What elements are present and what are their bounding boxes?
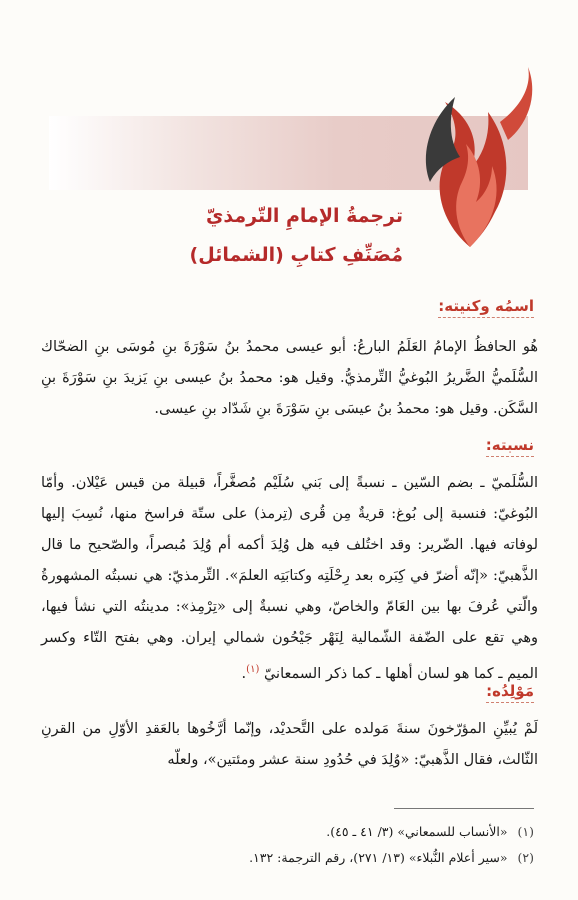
section-birth-text: لَمْ يُبيِّنِ المؤرّخونَ سنةَ مَولده على التَّحديْد، وإنّما أرَّخُوها بالعَقدِ الأوّلِ من القرنِ الثّالث، فقال الذَّهبيّ: «وُلِدَ في حُدُودِ سنة عشر ومئتين»، ولعلّه <box>41 721 538 768</box>
footnote-number: (١) <box>517 824 534 839</box>
section-name-text: هُو الحافظُ الإمامُ العَلَمُ البارعُ: أبو عيسى محمدُ بنُ سَوْرَةَ بنِ مُوسَى بنِ الضحّاك السُّلَميُّ الضَّريرُ البُوغيُّ التِّرمذيُّ. وقيل هو: محمدُ بنُ عيسى بنِ يَزيدَ بنِ سَوْرَةَ بنِ السَّكَن. وقيل هو: محمدُ بنُ عيسَى بنِ سَوْرَةَ بنِ شَدّاد بنِ عيسى. <box>41 339 538 417</box>
section-name-heading: اسمُه وكنيته: <box>438 297 534 318</box>
section-birth-heading: مَوْلِدُه: <box>486 682 534 703</box>
footnote-marker-1: (١) <box>246 664 260 675</box>
page-subtitle: مُصَنِّفِ كتابِ (الشمائل) <box>189 244 403 266</box>
section-lineage-heading: نسبته: <box>486 436 534 457</box>
flame-logo-icon <box>400 62 540 252</box>
footnote-text: «الأنساب للسمعاني» (٣/ ٤١ ـ ٤٥). <box>326 824 508 839</box>
footnote-number: (٢) <box>517 850 534 865</box>
footnote-1 <box>54 820 534 844</box>
page-title: ترجمةُ الإمامِ التّرمذيّ <box>206 205 403 227</box>
section-lineage-text: السُّلَميّ ـ بضم السّين ـ نسبةً إلى بَني سُلَيْم مُصغَّراً، قبيلة من قيس عَيْلان. وأمّا البُوغيّ: فنسبة إلى بُوغ: قريةٌ مِن قُرى (تِرمذ) على ستّة فراسخ منها، نُسِبَ إليها لوفاته فيها. الضّرير: وقد اختُلف فيه هل وُلِدَ أكمه أم وُلِدَ مُبصراً، والصّحيح ما قال الذَّهبيّ: «إنّه أضرّ في كِبَره بعد رِحْلَتِه وكتابَتِه العلمَ». التِّرمذيّ: هي نسبتُه المشهورةُ والّتي عُرفَ بها بين العَامّ والخاصّ، وهي نسبةٌ إلى «تِرْمِذ»: مدينتُه التي نشأ فيها، وهي تقع على الضّفة الشّمالية لِنَهْر جَيْحُون شمالي إيران. وهي بفتح التّاء وكسر الميم ـ كما هو لسان أهلها ـ كما ذكر السمعانيّ $^{(١)}$. <box>41 475 539 682</box>
footnote-2 <box>54 846 534 870</box>
footnote-divider <box>394 808 534 809</box>
footnote-text: «سير أعلام النُّبلاء» (١٣/ ٢٧١)، رقم الترجمة: ١٣٢. <box>249 850 508 865</box>
